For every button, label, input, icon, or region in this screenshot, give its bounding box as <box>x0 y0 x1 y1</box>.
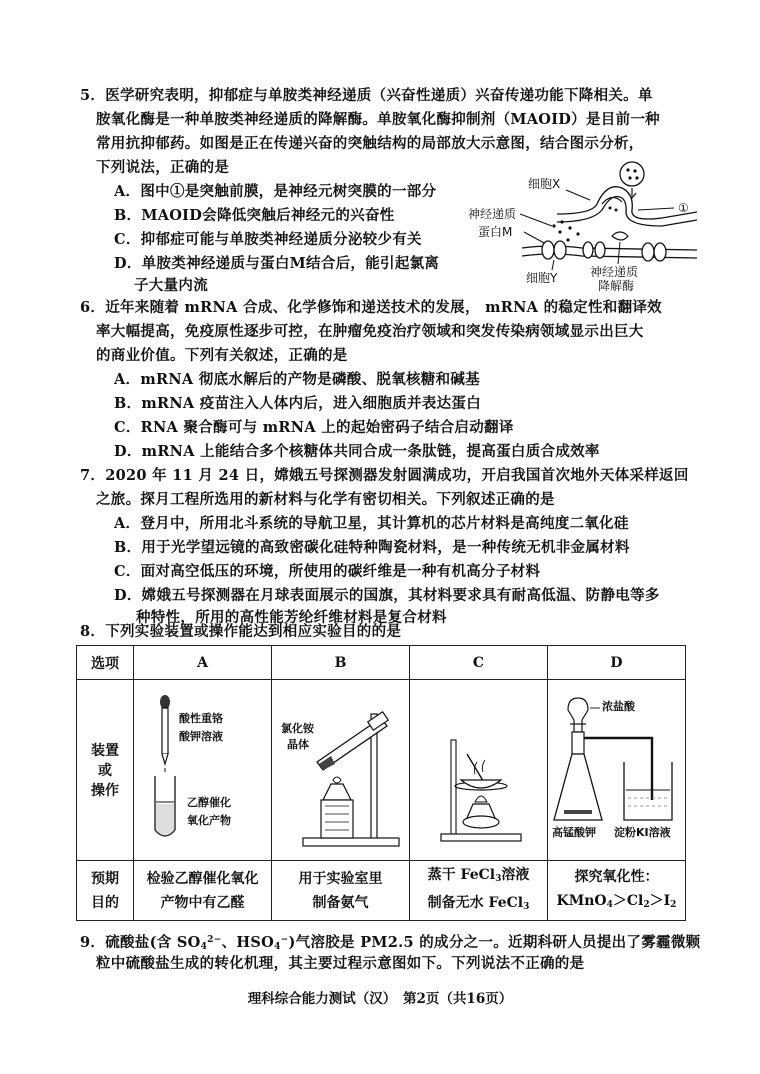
q6-line-2: 率大幅提高，免疫原性逐步可控，在肿瘤免疫治疗领域和突发传染病领域显示出巨大 <box>96 323 644 340</box>
apparatus-b <box>272 680 410 861</box>
q5-line-4: 下列说法，正确的是 <box>96 159 230 176</box>
purpose-c-sub-2: 3 <box>523 901 530 912</box>
q9-sub-2: 4 <box>274 942 281 952</box>
q7-line-2: 之旅。探月工程所选用的新材料与化学有密切相关。下列叙述正确的是 <box>96 491 555 508</box>
enzyme-label-1: 神经递质 <box>590 265 639 279</box>
purpose-label-2: 目的 <box>91 894 120 911</box>
apparatus-d <box>547 680 685 861</box>
q6-option-d: D．mRNA 上能结合多个核糖体共同合成一条肽链，提高蛋白质合成效率 <box>114 443 600 460</box>
q9-sup-1: 2− <box>207 935 222 945</box>
purpose-c <box>410 861 548 921</box>
cell-x-label: 细胞X <box>528 177 561 191</box>
purpose-row <box>77 861 686 921</box>
purpose-a <box>134 861 272 921</box>
purpose-b-line-1: 用于实验室里 <box>298 870 383 887</box>
purpose-a-line-1: 检验乙醇催化氧化 <box>146 870 259 887</box>
apparatus-label-3: 操作 <box>91 783 120 799</box>
q5-line-1: 5．医学研究表明，抑郁症与单胺类神经递质（兴奋性递质）兴奋传递功能下降相关。单 <box>80 87 653 104</box>
oxidation-comparison-figure <box>548 680 684 856</box>
fig-d-acid: 浓盐酸 <box>602 700 636 713</box>
apparatus-a <box>134 680 272 861</box>
header-b: B <box>272 646 410 680</box>
ammonium-chloride-heating-figure <box>273 680 409 856</box>
q9-line-2: 粒中硫酸盐生成的转化机理，其主要过程示意图如下。下列说法不正确的是 <box>96 955 585 972</box>
q5-option-a: A．图中①是突触前膜，是神经元树突膜的一部分 <box>114 183 437 200</box>
purpose-c-line-2 <box>410 891 547 919</box>
q5-option-c: C．抑郁症可能与单胺类神经递质分泌较少有关 <box>114 231 422 248</box>
header-d: D <box>547 646 685 680</box>
apparatus-row <box>77 680 686 861</box>
header-option: 选项 <box>77 646 134 680</box>
apparatus-label-1: 装置 <box>91 743 120 759</box>
purpose-d-line-1: 探究氧化性： <box>574 868 659 885</box>
header-c: C <box>410 646 548 680</box>
dropper-testtube-figure <box>135 680 271 856</box>
apparatus-row-label <box>77 680 134 861</box>
q6-line-3: 的商业价值。下列有关叙述，正确的是 <box>96 347 348 364</box>
q9-text-c: )气溶胶是 PM2.5 的成分之一。近期科研人员提出了雾霾微颗 <box>288 934 701 951</box>
purpose-c-text-2: 制备无水 FeCl <box>427 894 524 911</box>
neurotransmitter-label: 神经递质 <box>468 207 517 221</box>
purpose-d-sub4: 4 <box>606 899 613 910</box>
q9-sup-2: − <box>280 935 289 945</box>
q7-option-a: A．登月中，所用北斗系统的导航卫星，其计算机的芯片材料是高纯度二氧化硅 <box>114 515 629 532</box>
purpose-c-text-1: 蒸干 FeCl <box>427 866 496 883</box>
q6-line-1: 6．近年来随着 mRNA 合成、化学修饰和递送技术的发展， mRNA 的稳定性和翻译效 <box>80 299 662 316</box>
fig-a-reagent-2: 酸钾溶液 <box>178 730 223 743</box>
purpose-c-text-1b: 溶液 <box>501 866 530 883</box>
evaporating-dish-figure <box>411 680 547 856</box>
q7-option-d: D．嫦娥五号探测器在月球表面展示的国旗，其材料要求具有耐高低温、防静电等多 <box>114 587 660 604</box>
q5-option-d: D．单胺类神经递质与蛋白M结合后，能引起氯离 <box>114 255 440 272</box>
protein-m-label: 蛋白M <box>478 225 513 239</box>
q5-option-b: B．MAOID会降低突触后神经元的兴奋性 <box>114 207 395 224</box>
page-footer: 理科综合能力测试（汉） 第2页（共16页） <box>247 991 513 1007</box>
cell-y-label: 细胞Y <box>526 271 558 285</box>
q8-stem: 8．下列实验装置或操作能达到相应实验目的的是 <box>80 623 402 640</box>
purpose-d-sub2b: 2 <box>670 899 677 910</box>
q9-sub-1: 4 <box>200 942 208 952</box>
experiment-table <box>76 645 686 921</box>
purpose-b-line-2: 制备氨气 <box>312 894 369 911</box>
fig-b-label-1: 氯化铵 <box>280 722 314 735</box>
fig-a-product-2: 氧化产物 <box>186 814 231 827</box>
purpose-a-line-2: 产物中有乙醛 <box>160 894 245 911</box>
q6-option-b: B．mRNA 疫苗注入人体内后，进入细胞质并表达蛋白 <box>114 395 481 412</box>
q9-text-a: 9．硫酸盐(含 SO <box>80 934 201 951</box>
q9-text-b: 、HSO <box>221 934 275 951</box>
purpose-d-sub2a: 2 <box>643 899 650 910</box>
q6-option-a: A．mRNA 彻底水解后的产物是磷酸、脱氧核糖和碱基 <box>114 371 480 388</box>
q9-line-1 <box>80 930 700 957</box>
marker-1: ① <box>678 201 689 215</box>
q6-option-c: C．RNA 聚合酶可与 mRNA 上的起始密码子结合启动翻译 <box>114 419 514 436</box>
synapse-diagram <box>462 152 702 292</box>
q7-line-1: 7．2020 年 11 月 24 日，嫦娥五号探测器发射圆满成功，开启我国首次地外天体采样返回 <box>80 467 689 484</box>
q5-line-3: 常用抗抑郁药。如图是正在传递兴奋的突触结构的局部放大示意图，结合图示分析， <box>96 135 644 152</box>
purpose-d <box>547 861 685 921</box>
table-header-row <box>77 646 686 680</box>
purpose-row-label <box>77 861 134 921</box>
purpose-c-sub-1: 3 <box>495 873 502 884</box>
q7-option-b: B．用于光学望远镜的高致密碳化硅特种陶瓷材料，是一种传统无机非金属材料 <box>114 539 630 556</box>
purpose-d-cl: ＞Cl <box>612 892 644 909</box>
enzyme-label-2: 降解酶 <box>598 279 635 292</box>
fig-a-reagent-1: 酸性重铬 <box>178 712 223 725</box>
purpose-label-1: 预期 <box>91 870 120 887</box>
apparatus-c <box>410 680 548 861</box>
fig-a-product-1: 乙醇催化 <box>186 796 231 809</box>
q7-option-c: C．面对高空低压的环境，所使用的碳纤维是一种有机高分子材料 <box>114 563 541 580</box>
purpose-c-line-1 <box>410 863 547 891</box>
header-a: A <box>134 646 272 680</box>
fig-d-solution: 淀粉KI溶液 <box>614 826 672 839</box>
q5-line-2: 胺氧化酶是一种单胺类神经递质的降解酶。单胺氧化酶抑制剂（MAOID）是目前一种 <box>96 111 660 128</box>
fig-d-solid: 高锰酸钾 <box>552 826 597 839</box>
purpose-d-i: ＞I <box>649 892 671 909</box>
apparatus-label-2: 或 <box>98 763 113 779</box>
purpose-b <box>272 861 410 921</box>
q5-option-d-cont: 子大量内流 <box>134 277 208 294</box>
purpose-d-line-2 <box>548 889 685 917</box>
q7-option-d-cont: 种特性，所用的高性能芳纶纤维材料是复合材料 <box>136 609 447 626</box>
fig-b-label-2: 晶体 <box>286 738 309 751</box>
purpose-d-kmno: KMnO <box>556 892 607 909</box>
